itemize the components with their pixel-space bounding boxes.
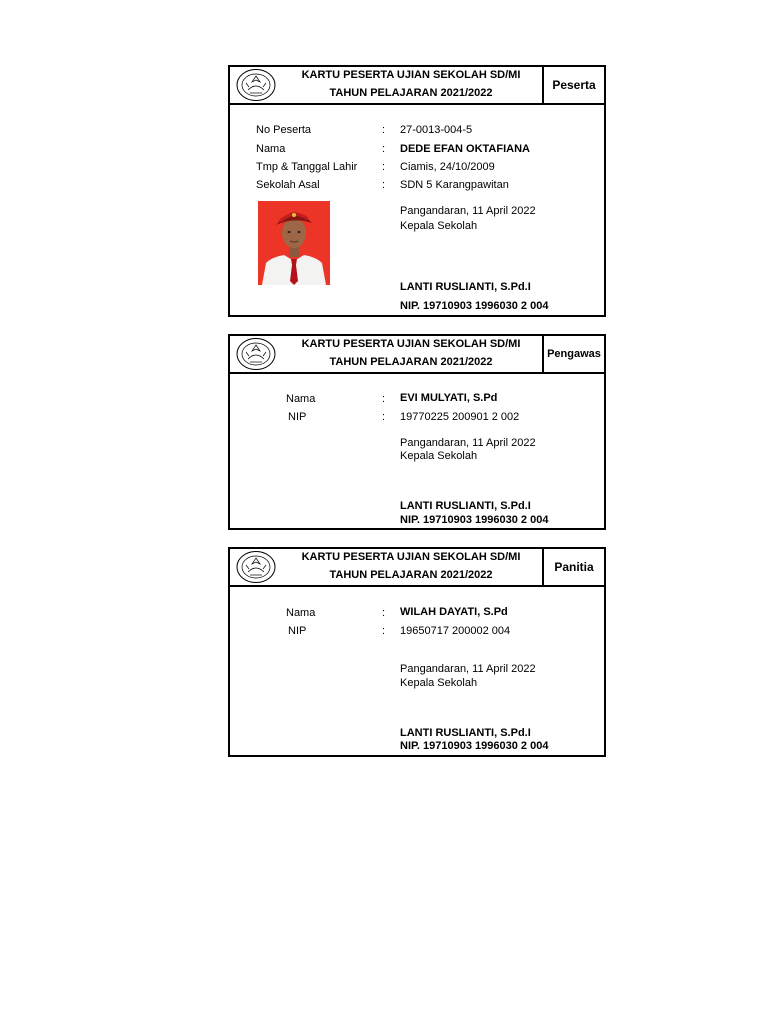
field-label-nama: Nama [286, 393, 316, 405]
field-label-no-peserta: No Peserta [256, 124, 312, 136]
header-divider [230, 103, 604, 105]
field-colon: : [382, 625, 386, 637]
field-colon: : [382, 411, 386, 423]
field-colon: : [382, 179, 386, 191]
field-value-sekolah-asal: SDN 5 Karangpawitan [400, 179, 509, 191]
field-value-nama: DEDE EFAN OKTAFIANA [400, 143, 530, 155]
signer-nip: NIP. 19710903 1996030 2 004 [400, 740, 549, 752]
exam-card-panitia [228, 547, 606, 757]
signer-nip: NIP. 19710903 1996030 2 004 [400, 514, 549, 526]
role-label: Peserta [542, 67, 604, 103]
field-label-nip: NIP [288, 625, 307, 637]
field-value-nip: 19770225 200901 2 002 [400, 411, 520, 423]
field-value-tmp-tanggal-lahir: Ciamis, 24/10/2009 [400, 161, 495, 173]
header-divider [230, 585, 604, 587]
field-value-nip: 19650717 200002 004 [400, 625, 511, 637]
signer-name: LANTI RUSLIANTI, S.Pd.I [400, 500, 531, 512]
field-colon: : [382, 393, 386, 405]
signer-name: LANTI RUSLIANTI, S.Pd.I [400, 727, 531, 739]
card-header [230, 67, 604, 104]
exam-card-peserta [228, 65, 606, 317]
field-value-nama: EVI MULYATI, S.Pd [400, 392, 498, 404]
exam-card-pengawas [228, 334, 606, 530]
field-label-nip: NIP [288, 411, 307, 423]
card-header [230, 336, 604, 373]
place-date: Pangandaran, 11 April 2022 [400, 663, 536, 675]
student-photo [258, 201, 330, 285]
school-emblem-icon [236, 337, 276, 371]
card-title-line1: KARTU PESERTA UJIAN SEKOLAH SD/MI [301, 69, 521, 81]
signer-name: LANTI RUSLIANTI, S.Pd.I [400, 281, 531, 293]
field-colon: : [382, 607, 386, 619]
card-title-line1: KARTU PESERTA UJIAN SEKOLAH SD/MI [301, 338, 521, 350]
field-label-nama: Nama [256, 143, 286, 155]
field-label-tmp-tanggal-lahir: Tmp & Tanggal Lahir [256, 161, 358, 173]
role-label: Pengawas [542, 336, 604, 372]
role-label: Panitia [542, 549, 604, 585]
field-value-nama: WILAH DAYATI, S.Pd [400, 606, 508, 618]
school-emblem-icon [236, 550, 276, 584]
signer-position: Kepala Sekolah [400, 677, 478, 689]
card-title-line1: KARTU PESERTA UJIAN SEKOLAH SD/MI [301, 551, 521, 563]
field-value-no-peserta: 27-0013-004-5 [400, 124, 473, 136]
card-title-line2: TAHUN PELAJARAN 2021/2022 [329, 87, 493, 99]
signer-position: Kepala Sekolah [400, 220, 478, 232]
field-label-sekolah-asal: Sekolah Asal [256, 179, 320, 191]
card-title-line2: TAHUN PELAJARAN 2021/2022 [329, 569, 493, 581]
place-date: Pangandaran, 11 April 2022 [400, 205, 536, 217]
card-title-line2: TAHUN PELAJARAN 2021/2022 [329, 356, 493, 368]
card-header [230, 549, 604, 586]
place-date: Pangandaran, 11 April 2022 [400, 437, 536, 449]
signer-nip: NIP. 19710903 1996030 2 004 [400, 300, 549, 312]
field-colon: : [382, 161, 386, 173]
school-emblem-icon [236, 68, 276, 102]
header-divider [230, 372, 604, 374]
field-label-nama: Nama [286, 607, 316, 619]
signer-position: Kepala Sekolah [400, 450, 478, 462]
field-colon: : [382, 124, 386, 136]
field-colon: : [382, 143, 386, 155]
